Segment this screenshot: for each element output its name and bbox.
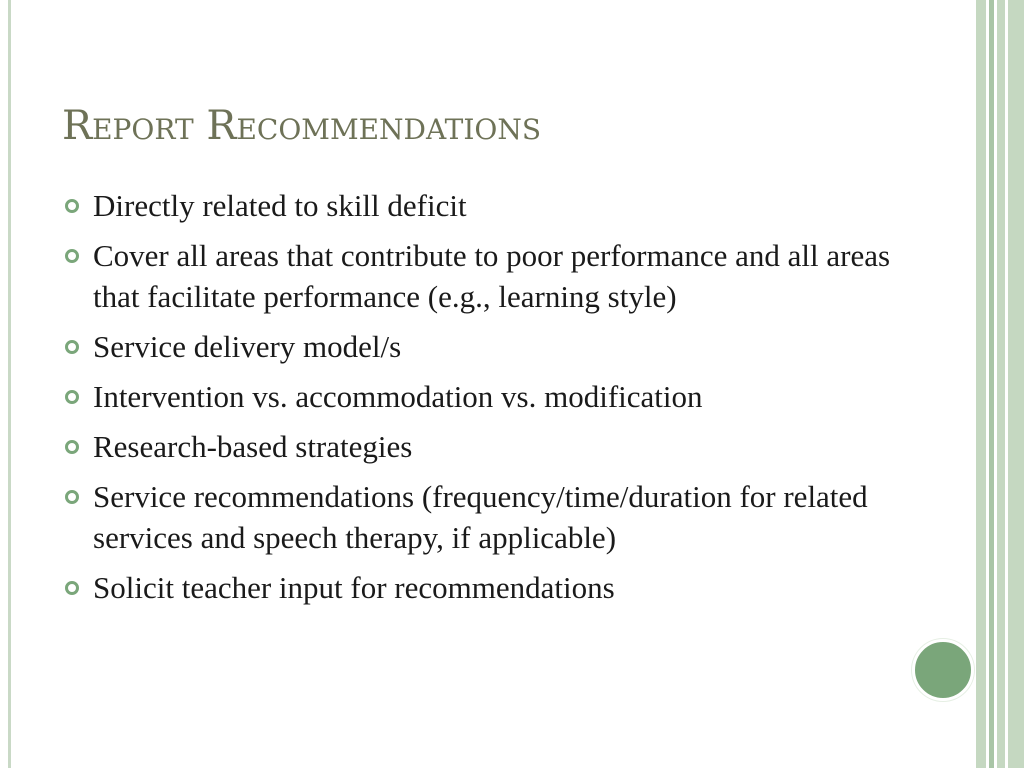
bullet-item — [62, 185, 892, 226]
bullet-icon — [65, 440, 79, 454]
bullet-text: Service delivery model/s — [93, 329, 402, 364]
bullet-icon — [65, 490, 79, 504]
bullet-icon — [65, 390, 79, 404]
bullet-icon — [65, 249, 79, 263]
bullet-text: Solicit teacher input for recommendations — [93, 570, 615, 605]
right-decorative-band — [976, 0, 986, 768]
bullet-item — [62, 235, 892, 317]
bullet-text: Research-based strategies — [93, 429, 413, 464]
right-decorative-band — [997, 0, 1005, 768]
bullet-text: Cover all areas that contribute to poor performance and all areas that facilitate performance (e.g., learning style) — [93, 238, 891, 314]
bullet-icon — [65, 340, 79, 354]
bullet-list — [62, 185, 892, 617]
bullet-item — [62, 376, 892, 417]
bullet-icon — [65, 581, 79, 595]
bullet-item — [62, 476, 892, 558]
bullet-item — [62, 426, 892, 467]
bullet-icon — [65, 199, 79, 213]
bullet-text: Intervention vs. accommodation vs. modification — [93, 379, 703, 414]
bullet-text: Directly related to skill deficit — [93, 188, 467, 223]
slide-title: Report Recommendations — [62, 103, 542, 149]
bullet-item — [62, 567, 892, 608]
right-decorative-band — [1008, 0, 1024, 768]
decorative-circle — [912, 639, 974, 701]
bullet-text: Service recommendations (frequency/time/duration for related services and speech therapy, if applicable) — [93, 479, 868, 555]
bullet-item — [62, 326, 892, 367]
left-decorative-rule — [8, 0, 11, 768]
